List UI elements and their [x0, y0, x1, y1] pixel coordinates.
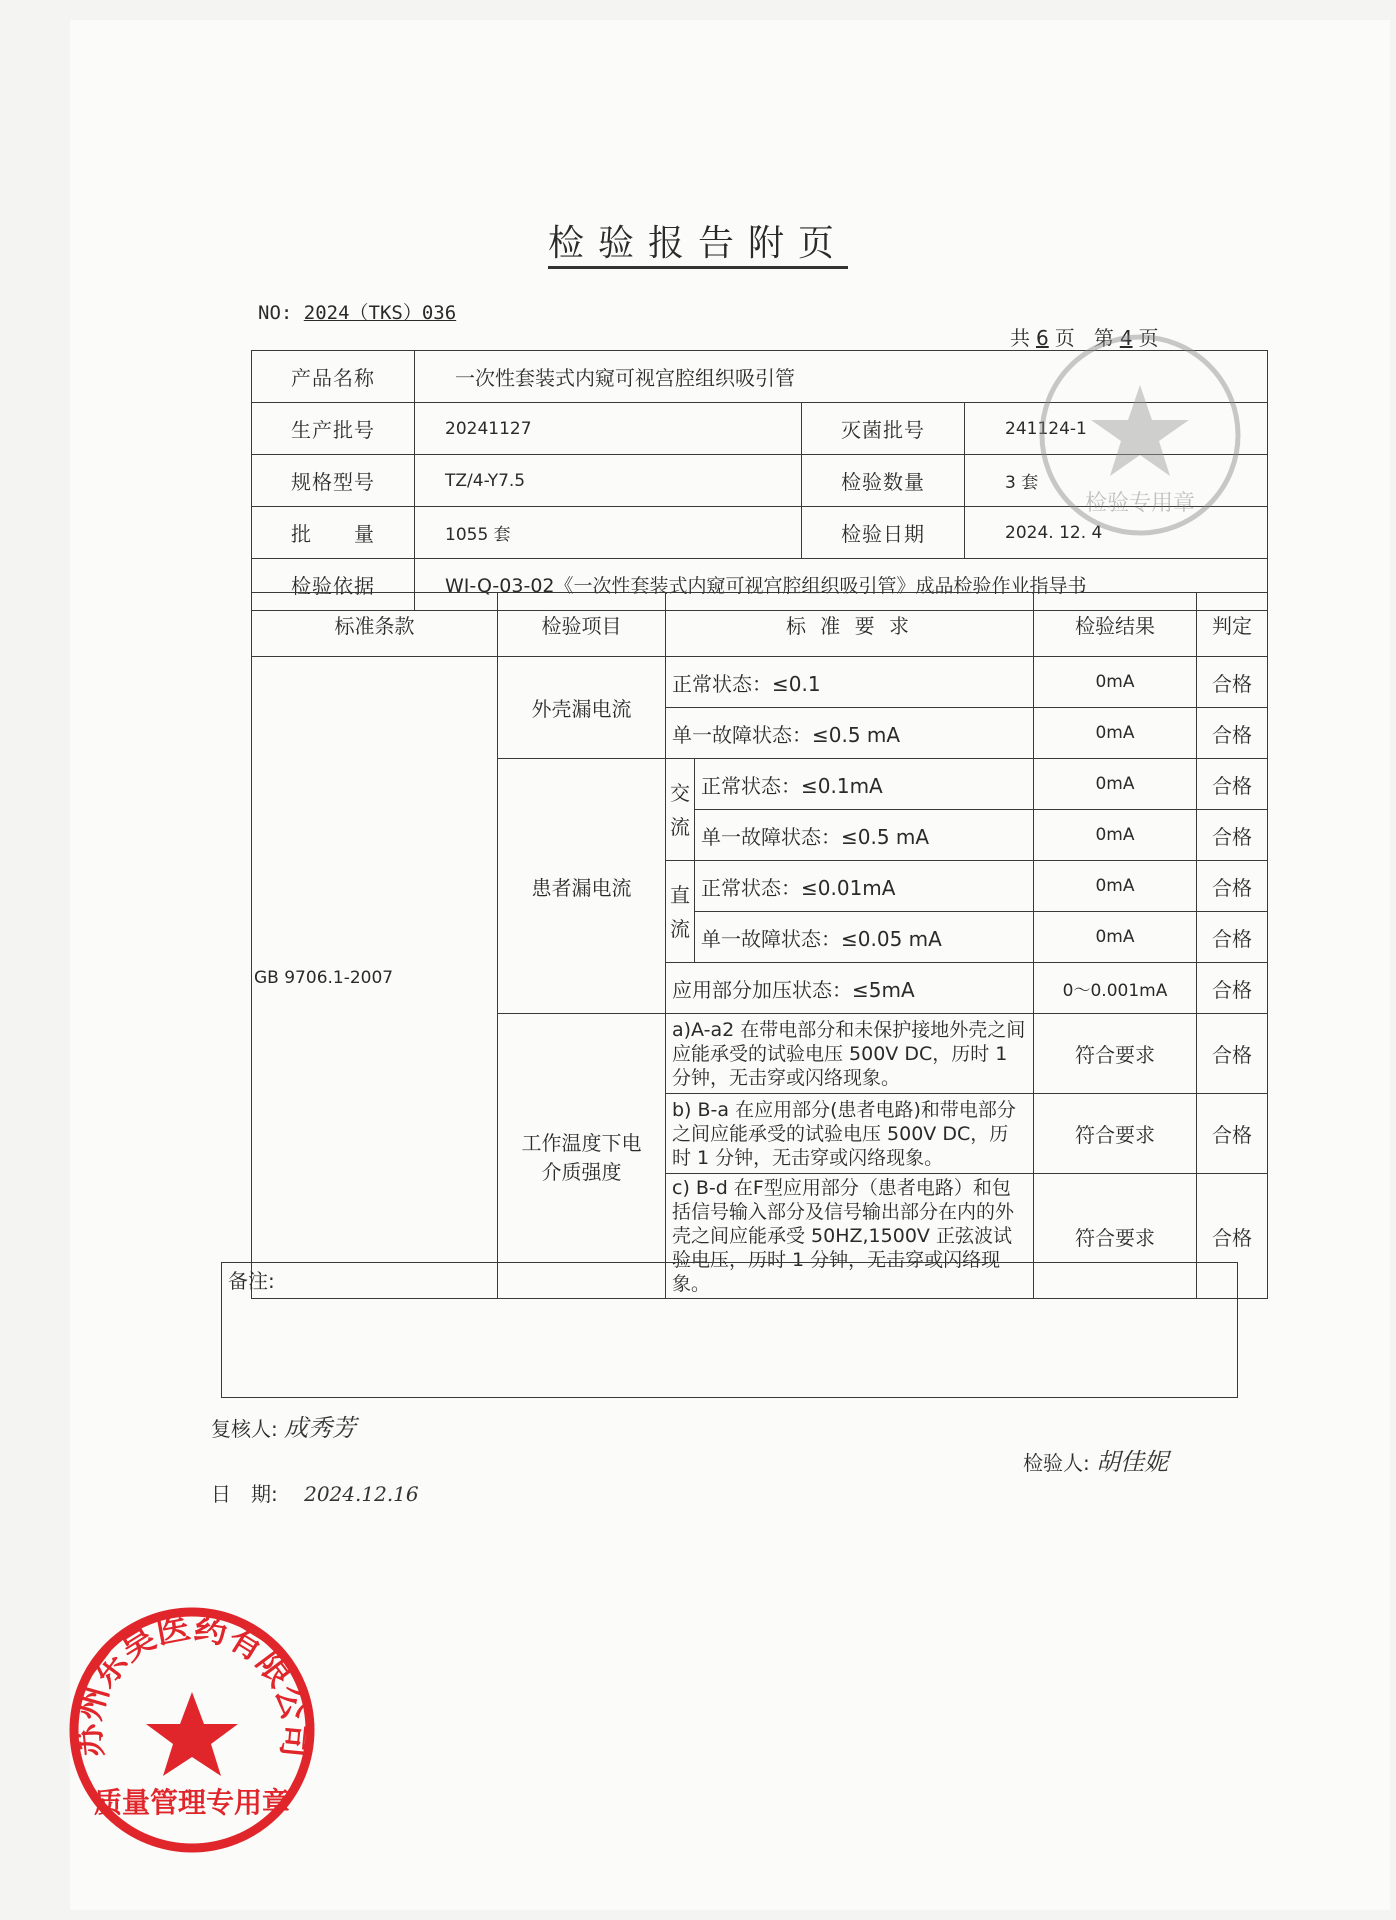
requirement: c) B-d 在F型应用部分（患者电路）和包括信号输入部分及信号输出部分在内的外壳之间应能承受 50HZ,1500V 正弦波试验电压，历时 1 分钟，无击穿或闪络现象。	[666, 1174, 1034, 1299]
result: 符合要求	[1034, 1094, 1197, 1174]
inspect-date-value: 2024. 12. 4	[965, 507, 1268, 559]
report-no-value: 2024（TKS）036	[303, 302, 457, 324]
seal-purpose: 质量管理专用章	[93, 1786, 291, 1819]
batch-label: 生产批号	[252, 403, 415, 455]
result: 0mA	[1034, 759, 1197, 810]
seal-company: 苏州东昊医药有限公司	[67, 1606, 317, 1760]
header-row	[252, 593, 1268, 657]
basis-label: 检验依据	[252, 559, 415, 611]
group-ac: 交流	[666, 759, 695, 861]
requirement: 正常状态：≤0.1	[666, 657, 1034, 708]
inspector-label: 检验人:	[1023, 1451, 1090, 1475]
inspection-stamp	[1035, 330, 1245, 540]
requirement: 正常状态：≤0.01mA	[695, 861, 1034, 912]
requirement: 单一故障状态：≤0.5 mA	[666, 708, 1034, 759]
date-label: 日 期:	[211, 1482, 278, 1506]
requirement: 应用部分加压状态：≤5mA	[666, 963, 1034, 1014]
group-patient: 患者漏电流	[498, 759, 666, 1014]
verdict: 合格	[1197, 861, 1268, 912]
header-requirement: 标 准 要 求	[666, 593, 1034, 657]
pages-suffix: 页	[1138, 326, 1159, 350]
quantity-value: 1055 套	[415, 507, 802, 559]
pages-current: 4	[1119, 326, 1133, 350]
date-value: 2024.12.16	[304, 1482, 419, 1506]
header-clause: 标准条款	[252, 593, 498, 657]
verdict: 合格	[1197, 1014, 1268, 1094]
result: 0～0.001mA	[1034, 963, 1197, 1014]
verdict: 合格	[1197, 1174, 1268, 1299]
requirement: b) B-a 在应用部分(患者电路)和带电部分之间应能承受的试验电压 500V DC，历时 1 分钟，无击穿或闪络现象。	[666, 1094, 1034, 1174]
verdict: 合格	[1197, 963, 1268, 1014]
pages-prefix: 共	[1010, 326, 1030, 350]
header-result: 检验结果	[1034, 593, 1197, 657]
page-title	[0, 215, 1396, 266]
verdict: 合格	[1197, 912, 1268, 963]
model-label: 规格型号	[252, 455, 415, 507]
inspect-date-label: 检验日期	[802, 507, 965, 559]
reviewer-signature: 成秀芳	[284, 1414, 357, 1442]
quantity-label: 批 量	[252, 507, 415, 559]
report-no-label: NO:	[258, 302, 293, 324]
requirement: 正常状态：≤0.1mA	[695, 759, 1034, 810]
product-name-value: 一次性套装式内窥可视宫腔组织吸引管	[415, 351, 1268, 403]
batch-value: 20241127	[415, 403, 802, 455]
basis-value: WI-Q-03-02《一次性套装式内窥可视宫腔组织吸引管》成品检验作业指导书	[415, 559, 1268, 611]
sterile-batch-label: 灭菌批号	[802, 403, 965, 455]
company-seal	[62, 1600, 322, 1860]
header-verdict: 判定	[1197, 593, 1268, 657]
sterile-batch-value: 241124-1	[965, 403, 1268, 455]
reviewer-label: 复核人:	[211, 1417, 278, 1441]
result: 0mA	[1034, 810, 1197, 861]
pages-page-prefix: 第	[1093, 326, 1114, 350]
verdict: 合格	[1197, 1094, 1268, 1174]
product-name-label: 产品名称	[252, 351, 415, 403]
result: 0mA	[1034, 657, 1197, 708]
title-text: 检验报告附页	[548, 223, 848, 269]
pages-mid: 页	[1054, 326, 1075, 350]
result: 0mA	[1034, 708, 1197, 759]
verdict: 合格	[1197, 759, 1268, 810]
report-number	[258, 298, 456, 325]
verdict: 合格	[1197, 657, 1268, 708]
requirement: 单一故障状态：≤0.5 mA	[695, 810, 1034, 861]
pages-total: 6	[1036, 326, 1049, 350]
table-row	[252, 657, 1268, 708]
star-icon	[146, 1692, 238, 1776]
requirement: 单一故障状态：≤0.05 mA	[695, 912, 1034, 963]
reviewer	[211, 1408, 356, 1443]
model-value: TZ/4-Y7.5	[415, 455, 802, 507]
inspect-qty-label: 检验数量	[802, 455, 965, 507]
header-item: 检验项目	[498, 593, 666, 657]
result: 符合要求	[1034, 1014, 1197, 1094]
inspect-qty-value: 3 套	[965, 455, 1268, 507]
group-dc: 直流	[666, 861, 695, 963]
verdict: 合格	[1197, 708, 1268, 759]
star-icon	[1091, 385, 1189, 476]
result: 0mA	[1034, 861, 1197, 912]
stamp-purpose: 检验专用章	[1084, 491, 1196, 516]
requirement: a)A-a2 在带电部分和未保护接地外壳之间应能承受的试验电压 500V DC，历时 1 分钟，无击穿或闪络现象。	[666, 1014, 1034, 1094]
result: 0mA	[1034, 912, 1197, 963]
result: 符合要求	[1034, 1174, 1197, 1299]
inspector	[1023, 1442, 1168, 1477]
note-label: 备注:	[222, 1263, 1238, 1398]
inspector-signature: 胡佳妮	[1096, 1448, 1169, 1476]
verdict: 合格	[1197, 810, 1268, 861]
standard-clause: GB 9706.1-2007	[252, 657, 498, 1299]
group-dielectric: 工作温度下电介质强度	[498, 1014, 666, 1299]
group-enclosure: 外壳漏电流	[498, 657, 666, 759]
date	[211, 1478, 419, 1507]
note-box	[221, 1262, 1238, 1398]
inspection-table	[251, 592, 1268, 1299]
